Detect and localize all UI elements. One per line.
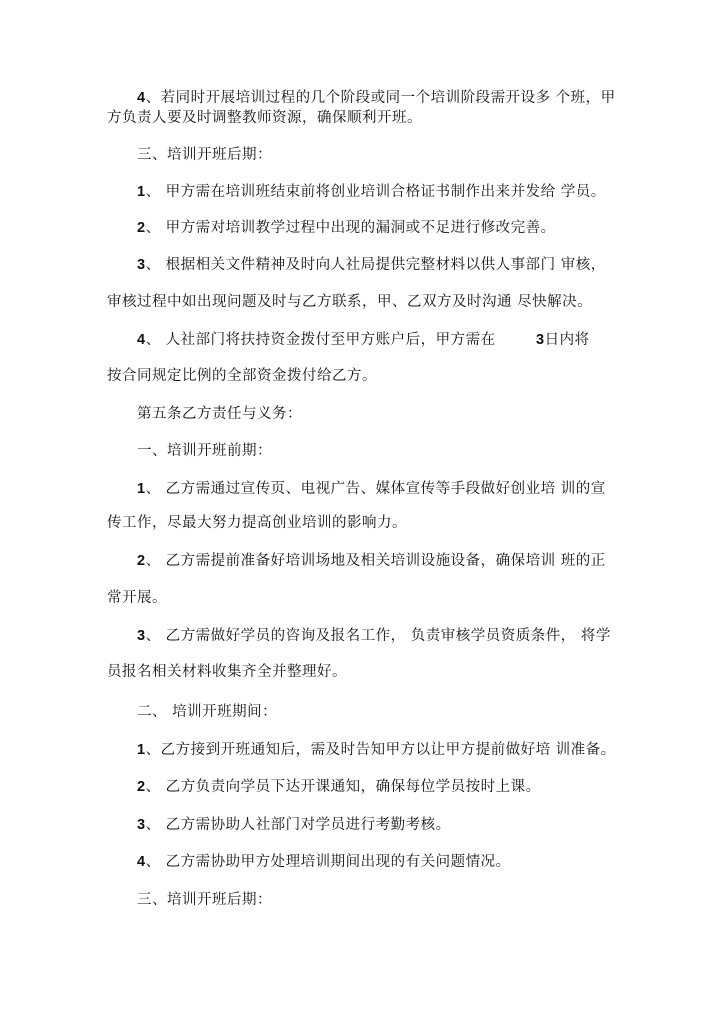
line-text: 、 乙方需协助人社部门对学员进行考勤考核。 — [145, 817, 451, 833]
line-text: 方负责人要及时调整教师资源，确保顺利开班。 — [107, 110, 422, 126]
paragraph-line — [137, 551, 606, 571]
line-text: 二、 培训开班期间： — [137, 704, 278, 720]
paragraph-line — [107, 292, 592, 312]
list-number: 2 — [137, 220, 146, 236]
paragraph-line — [137, 740, 616, 760]
line-text: 按合同规定比例的全部资金拨付给乙方。 — [107, 368, 377, 384]
paragraph-line — [137, 255, 606, 275]
article-heading — [137, 404, 302, 424]
line-text: 、若同时开展培训过程的几个阶段或同一个培训阶段需开设多 个班，甲 — [145, 90, 616, 106]
line-text: 、 乙方负责向学员下达开课通知，确保每位学员按时上课。 — [145, 779, 541, 795]
list-number: 1 — [137, 184, 146, 200]
paragraph-line — [137, 626, 611, 646]
list-number: 3 — [137, 257, 146, 273]
section-heading — [137, 702, 277, 722]
paragraph-line — [107, 108, 422, 128]
paragraph-line — [137, 88, 616, 108]
paragraph-line — [137, 479, 606, 499]
list-number: 3 — [137, 628, 146, 644]
paragraph-line — [107, 513, 407, 533]
paragraph-line — [536, 330, 590, 350]
section-heading — [137, 145, 272, 165]
paragraph-line — [137, 777, 541, 797]
list-number: 4 — [137, 90, 146, 106]
line-text: 三、培训开班后期： — [137, 147, 272, 163]
list-number: 1 — [137, 481, 146, 497]
line-text: 一、培训开班前期： — [137, 443, 272, 459]
list-number: 1 — [137, 742, 146, 758]
paragraph-line — [107, 366, 377, 386]
line-text: 、 甲方需对培训教学过程中出现的漏洞或不足进行修改完善。 — [145, 220, 556, 236]
line-text: 、 甲方需在培训班结束前将创业培训合格证书制作出来并发给 学员。 — [145, 184, 606, 200]
line-text: 审核过程中如出现问题及时与乙方联系，甲、乙双方及时沟通 尽快解决。 — [107, 294, 593, 310]
list-number: 3 — [137, 817, 146, 833]
section-heading — [137, 890, 272, 910]
line-text: 、乙方接到开班通知后，需及时告知甲方以让甲方提前做好培 训准备。 — [145, 742, 616, 758]
line-text: 、 乙方需协助甲方处理培训期间出现的有关问题情况。 — [145, 854, 511, 870]
line-text: 、 乙方需通过宣传页、电视广告、媒体宣传等手段做好创业培 训的宣 — [145, 481, 606, 497]
list-number: 2 — [137, 779, 146, 795]
line-text: 日内将 — [544, 332, 590, 348]
list-number: 4 — [137, 854, 146, 870]
list-number: 3 — [536, 332, 545, 348]
paragraph-line — [107, 662, 347, 682]
line-text: 、 根据相关文件精神及时向人社局提供完整材料以供人事部门 审核， — [145, 257, 606, 273]
line-text: 第五条乙方责任与义务： — [137, 406, 302, 422]
line-text: 、 乙方需提前准备好培训场地及相关培训设施设备，确保培训 班的正 — [145, 553, 606, 569]
paragraph-line — [137, 182, 606, 202]
line-text: 三、培训开班后期： — [137, 892, 272, 908]
paragraph-line — [137, 815, 451, 835]
paragraph-line — [137, 852, 511, 872]
paragraph-line — [137, 218, 556, 238]
section-heading — [137, 441, 272, 461]
line-text: 、 乙方需做好学员的咨询及报名工作， 负责审核学员资质条件， 将学 — [145, 628, 611, 644]
list-number: 4 — [137, 332, 146, 348]
line-text: 传工作，尽最大努力提高创业培训的影响力。 — [107, 515, 407, 531]
line-text: 常开展。 — [107, 590, 167, 606]
paragraph-line — [137, 330, 496, 350]
list-number: 2 — [137, 553, 146, 569]
line-text: 、 人社部门将扶持资金拨付至甲方账户后，甲方需在 — [145, 332, 496, 348]
line-text: 员报名相关材料收集齐全并整理好。 — [107, 664, 347, 680]
paragraph-line — [107, 588, 167, 608]
